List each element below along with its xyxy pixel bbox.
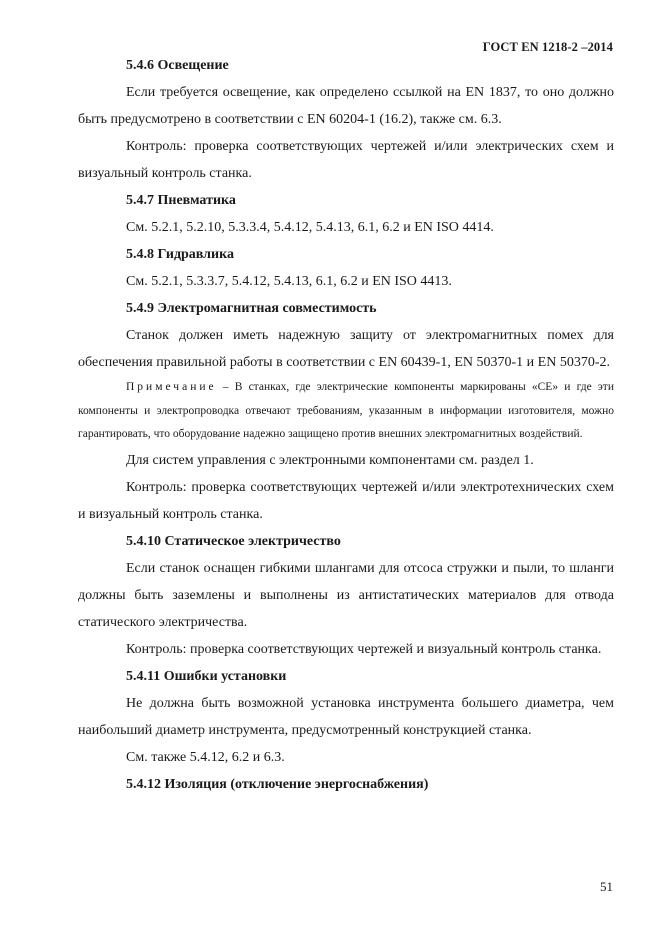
section-5-4-8-heading: 5.4.8 Гидравлика [126,247,234,262]
section-5-4-7-paragraph: См. 5.2.1, 5.2.10, 5.3.3.4, 5.4.12, 5.4.13, 6.1, 6.2 и EN ISO 4414. [126,220,494,235]
section-5-4-6-heading: 5.4.6 Освещение [126,58,229,73]
document-body [78,52,614,798]
section-5-4-10-control: Контроль: проверка соответствующих чертежей и визуальный контроль станка. [126,641,602,657]
section-5-4-11-see-also: См. также 5.4.12, 6.2 и 6.3. [126,749,285,765]
section-5-4-11-heading: 5.4.11 Ошибки установки [126,668,287,684]
note-text: – В станках, где электрические компоненты маркированы «CE» и где эти компоненты и электропроводка отвечают требованиям, указанным в информации изготовителя, можно гарантировать, что оборудование надежно защищено против внешних электромагнитных воздействий. [78,381,614,441]
section-5-4-10-paragraph: Если станок оснащен гибкими шлангами для отсоса стружки и пыли, то шланги должны быть заземлены и выполнены из антистатических материалов для отвода статического электричества. [78,560,614,630]
section-5-4-9-note [78,376,614,447]
section-5-4-9-control: Контроль: проверка соответствующих чертежей и/или электротехнических схем и визуальный контроль станка. [78,479,614,522]
section-5-4-6-paragraph: Если требуется освещение, как определено ссылкой на EN 1837, то оно должно быть предусмотрено в соответствии с EN 60204-1 (16.2), также см. 6.3. [78,85,614,127]
section-5-4-11-paragraph: Не должна быть возможной установка инструмента большего диаметра, чем наибольший диаметр инструмента, предусмотренный конструкцией станка. [78,695,614,738]
document-header: ГОСТ EN 1218-2 –2014 [482,40,613,54]
section-5-4-12-heading: 5.4.12 Изоляция (отключение энергоснабжения) [126,776,429,792]
section-5-4-7-heading: 5.4.7 Пневматика [126,193,236,208]
section-5-4-9-heading: 5.4.9 Электромагнитная совместимость [126,301,377,316]
section-5-4-6-control: Контроль: проверка соответствующих чертежей и/или электрических схем и визуальный контроль станка. [78,139,614,181]
section-5-4-8-paragraph: См. 5.2.1, 5.3.3.7, 5.4.12, 5.4.13, 6.1, 6.2 и EN ISO 4413. [126,274,452,289]
page-number: 51 [600,879,613,894]
section-5-4-9-paragraph: Станок должен иметь надежную защиту от электромагнитных помех для обеспечения правильной работы в соответствии с EN 60439-1, EN 50370-1 и EN 50370-2. [78,328,614,370]
note-label: Примечание [126,381,217,393]
section-5-4-10-heading: 5.4.10 Статическое электричество [126,533,341,549]
section-5-4-9-electronics: Для систем управления с электронными компонентами см. раздел 1. [126,452,534,468]
